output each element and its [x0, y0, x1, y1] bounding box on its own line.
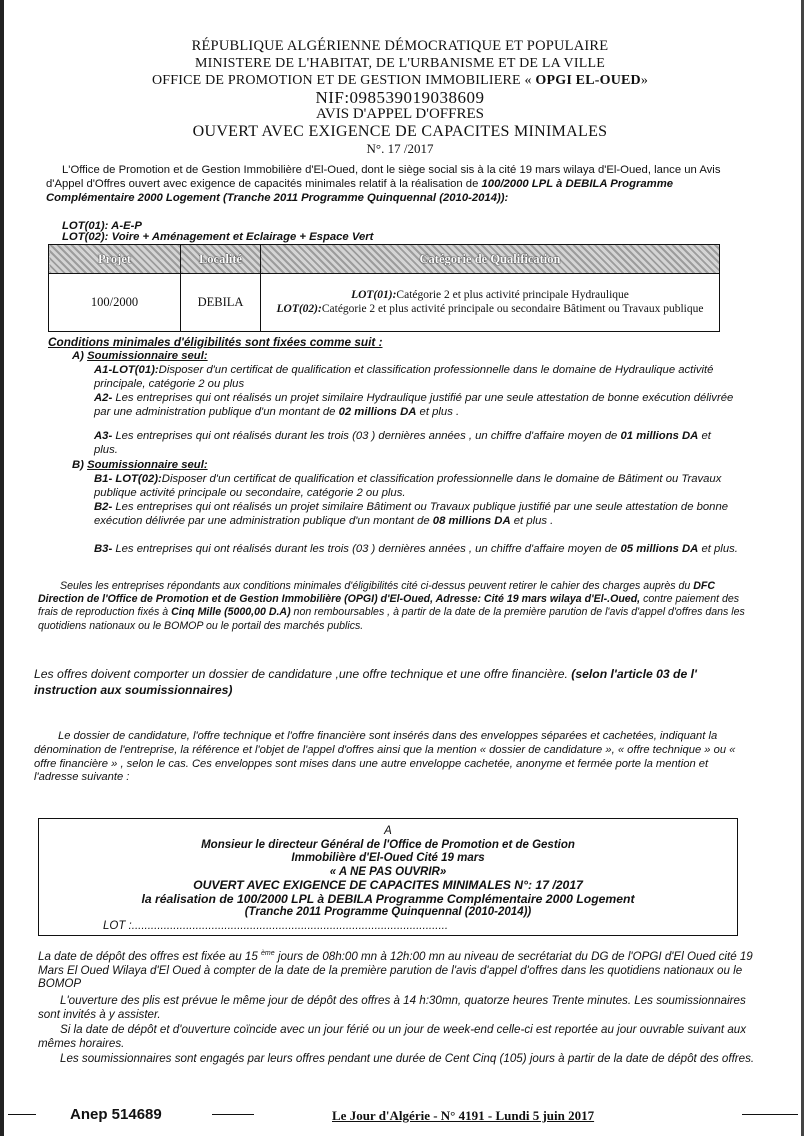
document-header — [40, 38, 760, 157]
address-box — [38, 818, 738, 936]
intro-project: 100/2000 LPL à DEBILA Programme Complémentaire 2000 Logement (Tranche 2011 Programme Quinquennal (2010-2014)): — [46, 177, 674, 204]
retrait-direction: DFC Direction de l'Office de Promotion et de Gestion Immobilière (OPGI) d'El-Oued, Adresse: Cité 19 mars wilaya d'El-.Oued, — [38, 580, 716, 606]
section-a-label: Soumissionnaire seul: — [87, 350, 208, 362]
a2-text: Les entreprises qui ont réalisés un projet similaire Hydraulique justifié par une seule attestation de bonne exécution délivrée par une administration publique d'un montant de — [94, 392, 734, 418]
depot-p1 — [38, 947, 756, 991]
a2-end: et plus . — [416, 405, 460, 418]
a1-text: Disposer d'un certificat de qualification et classification professionnelle dans le domaine de Hydraulique activité principale, catégorie 2 ou plus — [94, 364, 714, 390]
cat-lot2-text: Catégorie 2 et plus activité principale ou secondaire Bâtiment ou Travaux publique — [321, 302, 704, 315]
th-categorie: Catégorie de Qualification — [261, 245, 720, 274]
cat-lot1-label: LOT(01): — [351, 289, 397, 301]
header-numero: N°. 17 /2017 — [366, 141, 434, 156]
header-office-suffix: » — [640, 73, 649, 88]
condition-a3 — [94, 430, 734, 458]
intro-text: L'Office de Promotion et de Gestion Immobilière d'El-Oued, dont le siège social sis à la cité 19 mars wilaya d'El-Oued, lance un Avis d'Appel d'Offres ouvert avec exigence de capacités minimales relatif à la réalisation de — [46, 164, 721, 190]
intro-lot2: LOT(02): Voire + Aménagement et Eclairage + Espace Vert — [62, 231, 374, 243]
address-line1: Monsieur le directeur Général de l'Office de Promotion et de Gestion — [201, 838, 575, 851]
footer-rule-left — [8, 1114, 36, 1115]
a1-label: A1-LOT(01): — [94, 364, 159, 376]
header-office-prefix: OFFICE DE PROMOTION ET DE GESTION IMMOBILIERE « — [151, 73, 536, 88]
td-localite: DEBILA — [181, 274, 261, 332]
b3-amount: 05 millions DA — [620, 543, 699, 555]
a3-end: et plus. — [94, 430, 711, 456]
header-nif: NIF:098539019038609 — [315, 88, 485, 107]
th-localite: Localité — [181, 245, 261, 274]
address-line4: OUVERT AVEC EXIGENCE DE CAPACITES MINIMALES N°: 17 /2017 — [193, 878, 583, 892]
a2-amount: 02 millions DA — [338, 405, 417, 418]
depot-p1-a: La date de dépôt des offres est fixée au 15 — [38, 949, 262, 963]
offres-article: (selon l'article 03 de l' instruction aux soumissionnaires) — [34, 667, 697, 697]
footer-anep: Anep 514689 — [70, 1106, 162, 1123]
address-line6: (Tranche 2011 Programme Quinquennal (2010-2014)) — [244, 906, 532, 918]
offres-paragraph — [34, 666, 754, 698]
a3-amount: 01 millions DA — [620, 430, 699, 442]
address-lot: LOT :................................................................................................... — [103, 919, 449, 932]
depot-p2: L'ouverture des plis est prévue le même jour de dépôt des offres à 14 h:30mn, quatorze heures Trente minutes. Les soumissionnaires sont invités à y assister. — [38, 994, 746, 1021]
depot-p4: Les soumissionnaires sont engagés par leurs offres pendant une durée de Cent Cinq (105) jours à partir de la date de dépôt des offres. — [60, 1052, 755, 1065]
b2-label: B2- — [94, 501, 113, 513]
dossier-paragraph: Le dossier de candidature, l'offre technique et l'offre financière sont insérés dans des enveloppes séparées et cachetées, indiquant la dénomination de l'entreprise, la référence et l'objet de l'appel d'offres ainsi que la mention « dossier de candidature », « offre technique » ou « offre financière » , selon le cas. Ces enveloppes sont mises dans une autre enveloppe cachetée, anonyme et fermée porte la mention et l'adresse suivante : — [34, 730, 736, 784]
b2-text: Les entreprises qui ont réalisés un projet similaire Bâtiment ou Travaux publique justifié par une seule attestation de bonne exécution délivrée par une administration publique d'un montant de — [94, 501, 729, 527]
th-projet: Projet — [49, 245, 181, 274]
b1-text: Disposer d'un certificat de qualification et classification professionnelle dans le domaine de Bâtiment ou Travaux publique activité principale ou secondaire, catégorie 2 ou plus. — [94, 473, 722, 499]
retrait-text-e: non remboursables , à partir de la date de la première parution de l'avis d'appel d'offres dans les quotidiens nationaux ou le BOMOP ou le portail des marchés publics. — [38, 606, 745, 632]
table-header-row — [49, 245, 720, 274]
cat-lot1 — [265, 289, 715, 303]
b1-label: B1- LOT(02): — [94, 473, 162, 485]
header-office — [40, 72, 760, 89]
td-categorie — [261, 274, 720, 332]
retrait-frais: Cinq Mille (5000,00 D.A) — [171, 606, 291, 619]
intro-paragraph — [46, 164, 728, 205]
cat-lot1-text: Catégorie 2 et plus activité principale Hydraulique — [396, 289, 629, 301]
retrait-paragraph — [38, 580, 750, 633]
section-a-letter: A) — [72, 350, 88, 362]
header-office-name: OPGI EL-OUED — [535, 73, 641, 88]
b3-end: et plus. — [698, 543, 738, 555]
footer-rule-mid — [212, 1114, 254, 1115]
address-line5: la réalisation de 100/2000 LPL à DEBILA Programme Complémentaire 2000 Logement — [141, 891, 635, 906]
footer-journal: Le Jour d'Algérie - N° 4191 - Lundi 5 juin 2017 — [332, 1108, 595, 1123]
intro-lot1: LOT(01): A-E-P — [62, 220, 142, 232]
header-republique: RÉPUBLIQUE ALGÉRIENNE DÉMOCRATIQUE ET POPULAIRE — [191, 38, 609, 54]
table-row — [49, 274, 720, 332]
b2-end: et plus . — [510, 514, 554, 527]
depot-p3: Si la date de dépôt et d'ouverture coïncide avec un jour férié ou un jour de week-end celle-ci est reportée au jour ouvrable suivant aux mêmes horaires. — [38, 1023, 747, 1050]
header-ministere: MINISTERE DE L'HABITAT, DE L'URBANISME ET DE LA VILLE — [195, 56, 605, 71]
address-line3: « A NE PAS OUVRIR» — [329, 865, 447, 878]
condition-b2 — [94, 501, 739, 529]
qualification-table — [48, 244, 720, 332]
condition-a1 — [94, 364, 734, 392]
footer-rule-right — [742, 1114, 798, 1115]
header-ouvert: OUVERT AVEC EXIGENCE DE CAPACITES MINIMALES — [192, 123, 608, 140]
section-a-title — [72, 350, 208, 364]
header-avis: AVIS D'APPEL D'OFFRES — [316, 106, 484, 122]
address-a: A — [384, 825, 392, 837]
section-b-letter: B) — [72, 459, 88, 471]
depot-p1-sup: ème — [261, 950, 275, 957]
b3-text: Les entreprises qui ont réalisés durant les trois (03 ) dernières années , un chiffre d'affaire moyen de — [112, 543, 621, 555]
b3-label: B3- — [94, 543, 113, 555]
condition-b1 — [94, 473, 739, 501]
condition-a2 — [94, 392, 734, 420]
conditions-title: Conditions minimales d'éligibilités sont fixées comme suit : — [48, 335, 383, 349]
a3-label: A3- — [94, 430, 113, 442]
retrait-text-c: contre paiement des frais de reproduction fixés à — [38, 593, 740, 619]
cat-lot2 — [265, 303, 715, 317]
offres-text: Les offres doivent comporter un dossier de candidature ,une offre technique et une offre financière. — [34, 667, 572, 681]
b2-amount: 08 millions DA — [432, 514, 511, 527]
a2-label: A2- — [94, 392, 113, 404]
section-b-label: Soumissionnaire seul: — [87, 459, 208, 471]
condition-b3 — [94, 543, 739, 557]
retrait-text-a: Seules les entreprises répondants aux conditions minimales d'éligibilités cité ci-dessus peuvent retirer le cahier des charges auprès du — [60, 580, 694, 592]
scan-edge-left — [0, 0, 4, 1136]
depot-p1-b: jours de 08h:00 mn à 12h:00 mn au niveau de secrétariat du DG de l'OPGI d'El Oued cité 19 Mars El Oued Wilaya d'El Oued à compter de la date de la première parution de l'avis d'appel d'offres dans les quotidiens nationaux ou le BOMOP — [38, 949, 753, 991]
td-projet: 100/2000 — [49, 274, 181, 332]
a3-text: Les entreprises qui ont réalisés durant les trois (03 ) dernières années , un chiffre d'affaire moyen de — [112, 430, 621, 442]
section-b-title — [72, 459, 208, 473]
cat-lot2-label: LOT(02): — [276, 302, 322, 315]
address-line2: Immobilière d'El-Oued Cité 19 mars — [291, 852, 485, 864]
